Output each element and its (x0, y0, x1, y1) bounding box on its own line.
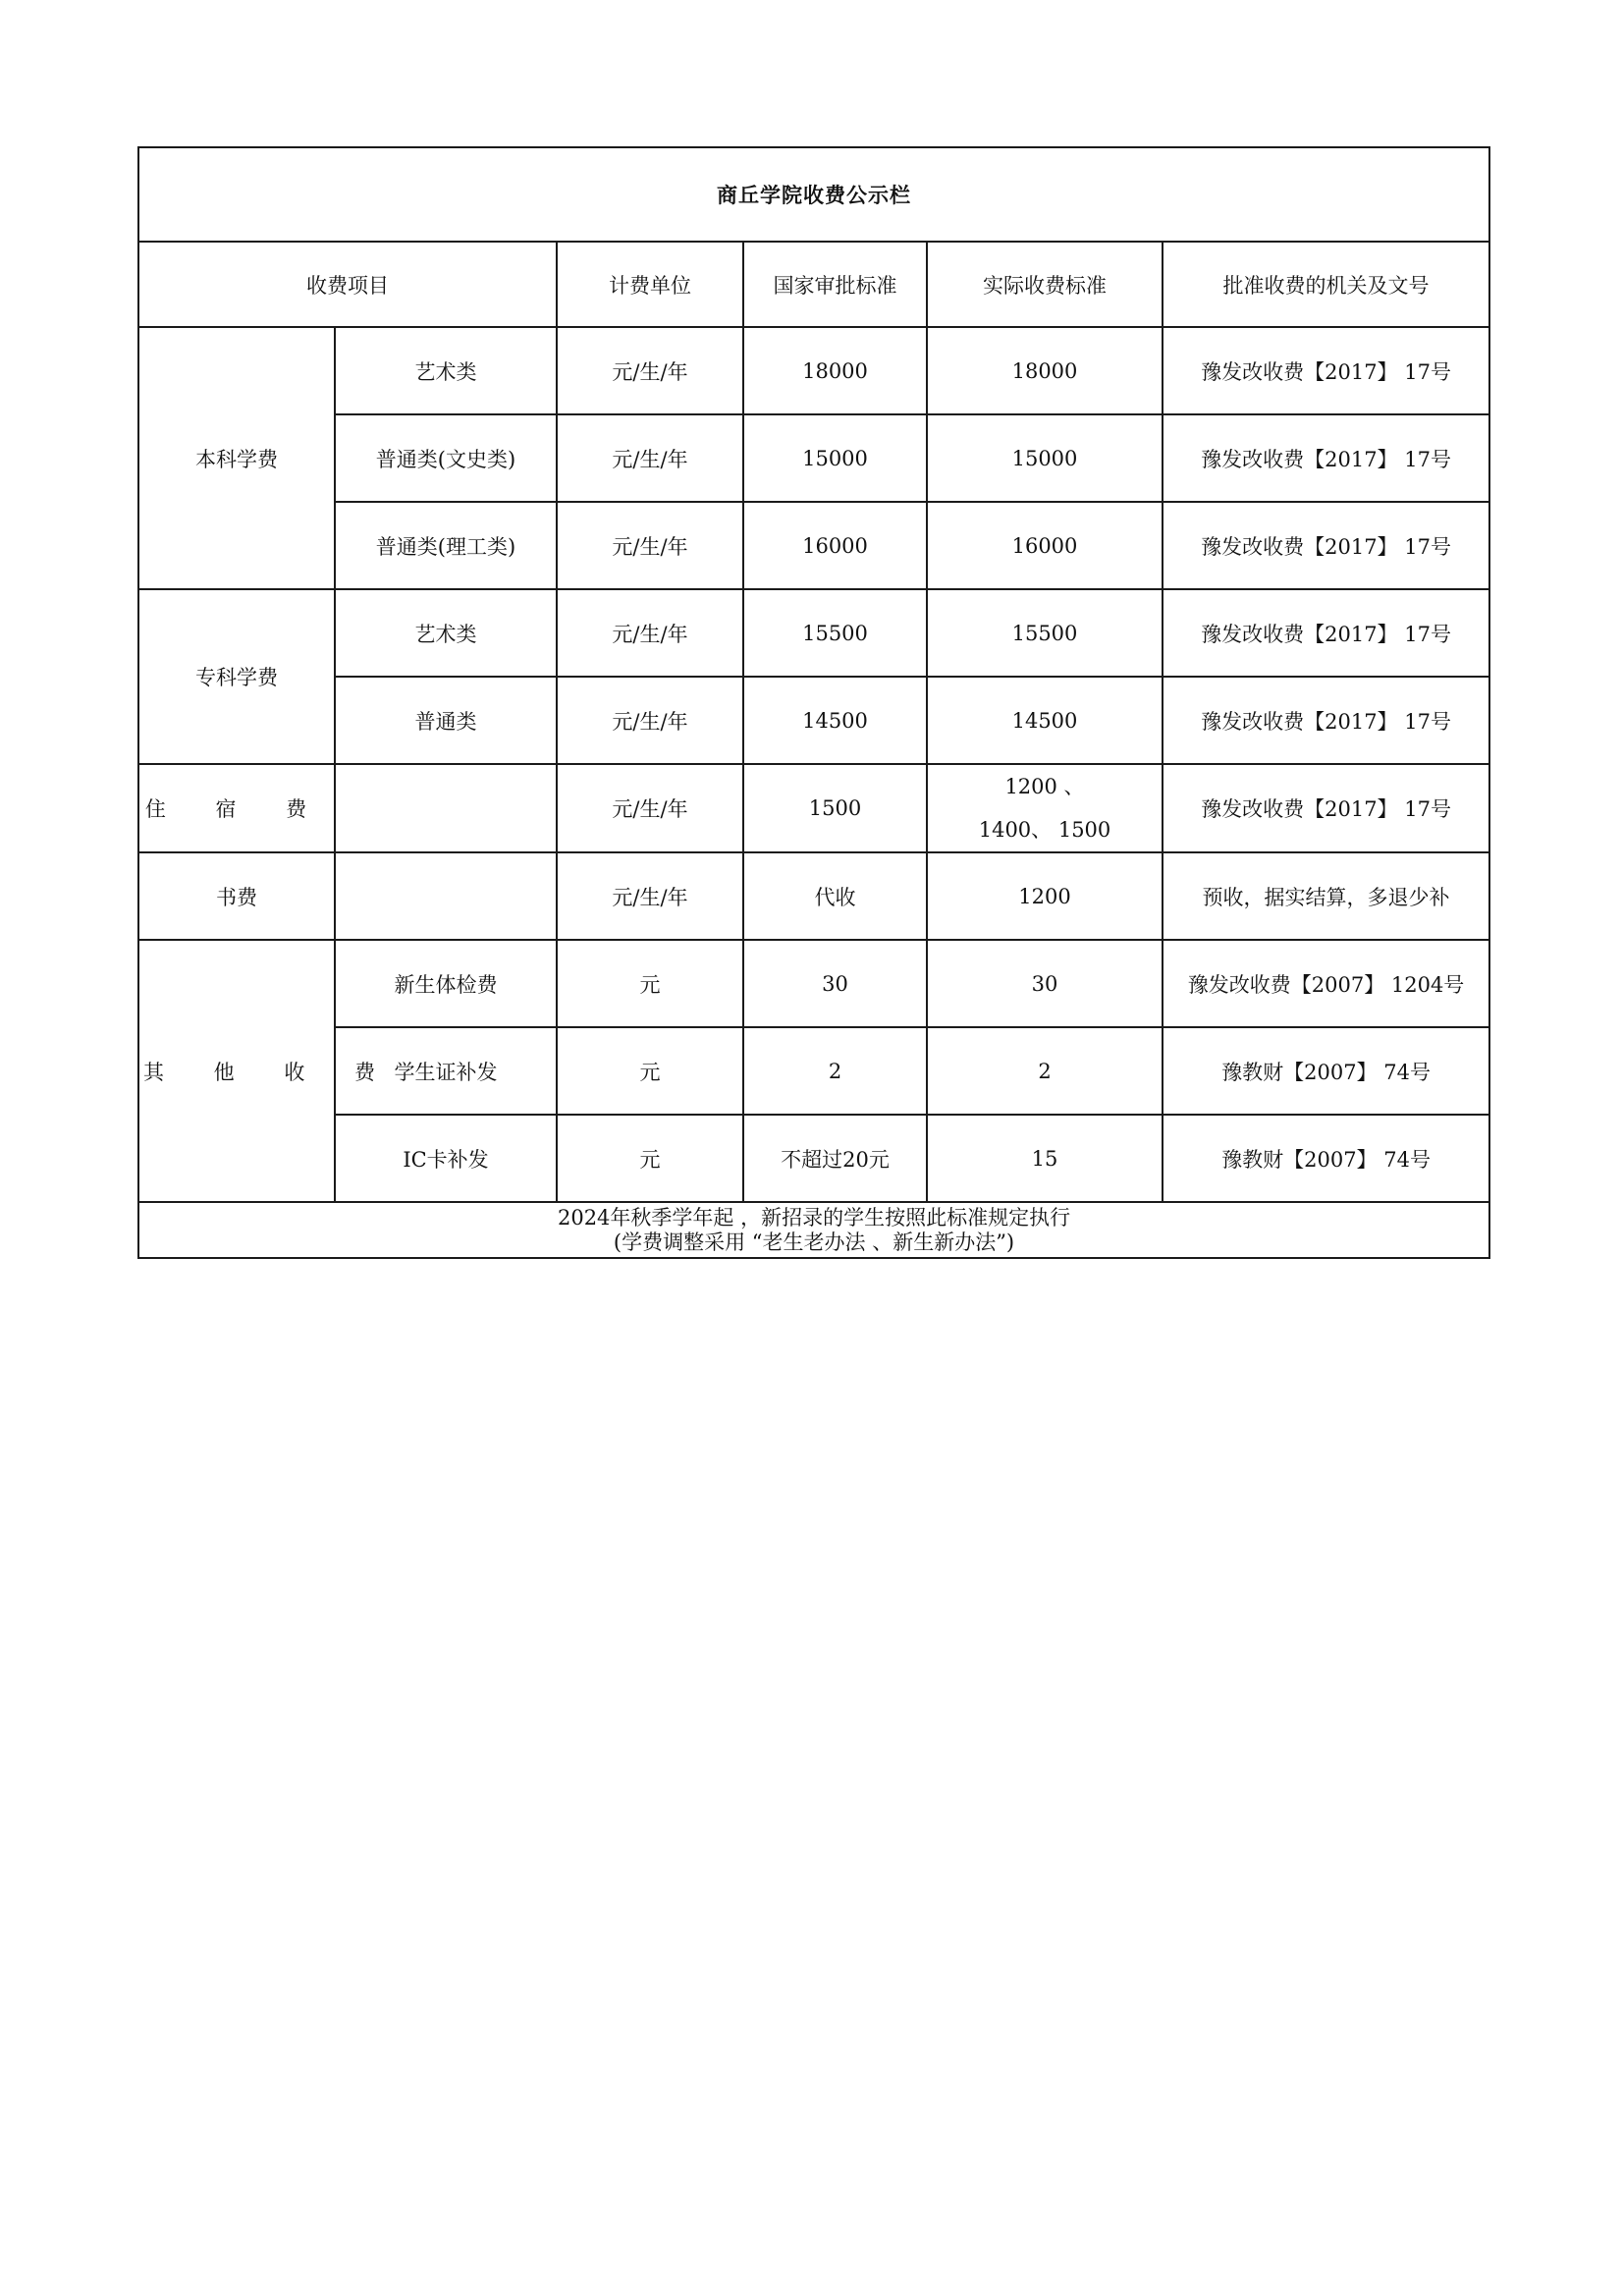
row-subitem: 艺术类 (335, 589, 557, 677)
row-actual (927, 764, 1163, 852)
row-actual: 15 (927, 1115, 1163, 1202)
header-unit: 计费单位 (557, 242, 743, 327)
row-unit: 元/生/年 (557, 764, 743, 852)
row-authority: 豫教财【2007】 74号 (1163, 1115, 1489, 1202)
table-row (138, 589, 1489, 677)
row-unit: 元/生/年 (557, 852, 743, 940)
row-actual: 2 (927, 1027, 1163, 1115)
row-subitem: 学生证补发 (335, 1027, 557, 1115)
row-actual-line1: 1200 、 (1004, 775, 1085, 798)
row-actual: 1200 (927, 852, 1163, 940)
row-actual: 15000 (927, 414, 1163, 502)
row-authority: 豫发改收费【2017】 17号 (1163, 502, 1489, 589)
footer-note (138, 1202, 1489, 1258)
row-national: 30 (743, 940, 927, 1027)
row-unit: 元/生/年 (557, 414, 743, 502)
row-authority: 预收，据实结算，多退少补 (1163, 852, 1489, 940)
row-national: 2 (743, 1027, 927, 1115)
table-row (138, 414, 1489, 502)
row-subitem: IC卡补发 (335, 1115, 557, 1202)
row-subitem: 普通类(理工类) (335, 502, 557, 589)
row-authority: 豫发改收费【2017】 17号 (1163, 327, 1489, 414)
page-title: 商丘学院收费公示栏 (138, 147, 1489, 242)
row-authority: 豫发改收费【2017】 17号 (1163, 677, 1489, 764)
table-row (138, 677, 1489, 764)
row-national: 15500 (743, 589, 927, 677)
row-national: 14500 (743, 677, 927, 764)
fee-table (137, 146, 1490, 1259)
row-authority: 豫教财【2007】 74号 (1163, 1027, 1489, 1115)
fee-notice-sheet (137, 146, 1488, 1259)
table-row (138, 940, 1489, 1027)
row-unit: 元 (557, 1115, 743, 1202)
row-national: 代收 (743, 852, 927, 940)
group-label-books: 书费 (138, 852, 335, 940)
group-label-other: 其 他 收 费 (138, 940, 335, 1202)
table-row (138, 327, 1489, 414)
row-unit: 元/生/年 (557, 677, 743, 764)
header-item: 收费项目 (138, 242, 557, 327)
footer-row (138, 1202, 1489, 1258)
row-unit: 元/生/年 (557, 327, 743, 414)
footer-note-line2: (学费调整采用 “老生老办法 、新生新办法”) (613, 1230, 1015, 1254)
row-subitem (335, 764, 557, 852)
row-actual: 16000 (927, 502, 1163, 589)
row-unit: 元/生/年 (557, 502, 743, 589)
header-national-standard: 国家审批标准 (743, 242, 927, 327)
row-actual: 14500 (927, 677, 1163, 764)
row-actual: 30 (927, 940, 1163, 1027)
table-row (138, 764, 1489, 852)
header-actual-standard: 实际收费标准 (927, 242, 1163, 327)
row-subitem: 普通类(文史类) (335, 414, 557, 502)
row-authority: 豫发改收费【2017】 17号 (1163, 589, 1489, 677)
row-subitem: 艺术类 (335, 327, 557, 414)
row-subitem (335, 852, 557, 940)
footer-note-line1: 2024年秋季学年起 ，新招录的学生按照此标准规定执行 (557, 1205, 1071, 1230)
row-national: 16000 (743, 502, 927, 589)
row-unit: 元/生/年 (557, 589, 743, 677)
row-unit: 元 (557, 1027, 743, 1115)
row-national: 不超过20元 (743, 1115, 927, 1202)
header-row (138, 242, 1489, 327)
table-row (138, 502, 1489, 589)
row-national: 15000 (743, 414, 927, 502)
row-actual: 15500 (927, 589, 1163, 677)
group-label-junior: 专科学费 (138, 589, 335, 764)
group-label-undergrad: 本科学费 (138, 327, 335, 589)
row-subitem: 普通类 (335, 677, 557, 764)
group-label-dorm: 住 宿 费 (138, 764, 335, 852)
row-national: 1500 (743, 764, 927, 852)
table-row (138, 852, 1489, 940)
row-authority: 豫发改收费【2017】 17号 (1163, 414, 1489, 502)
header-authority: 批准收费的机关及文号 (1163, 242, 1489, 327)
table-row (138, 1115, 1489, 1202)
row-unit: 元 (557, 940, 743, 1027)
row-authority: 豫发改收费【2017】 17号 (1163, 764, 1489, 852)
row-actual: 18000 (927, 327, 1163, 414)
row-actual-line2: 1400、 1500 (978, 818, 1111, 842)
row-national: 18000 (743, 327, 927, 414)
row-authority: 豫发改收费【2007】 1204号 (1163, 940, 1489, 1027)
title-row (138, 147, 1489, 242)
row-subitem: 新生体检费 (335, 940, 557, 1027)
